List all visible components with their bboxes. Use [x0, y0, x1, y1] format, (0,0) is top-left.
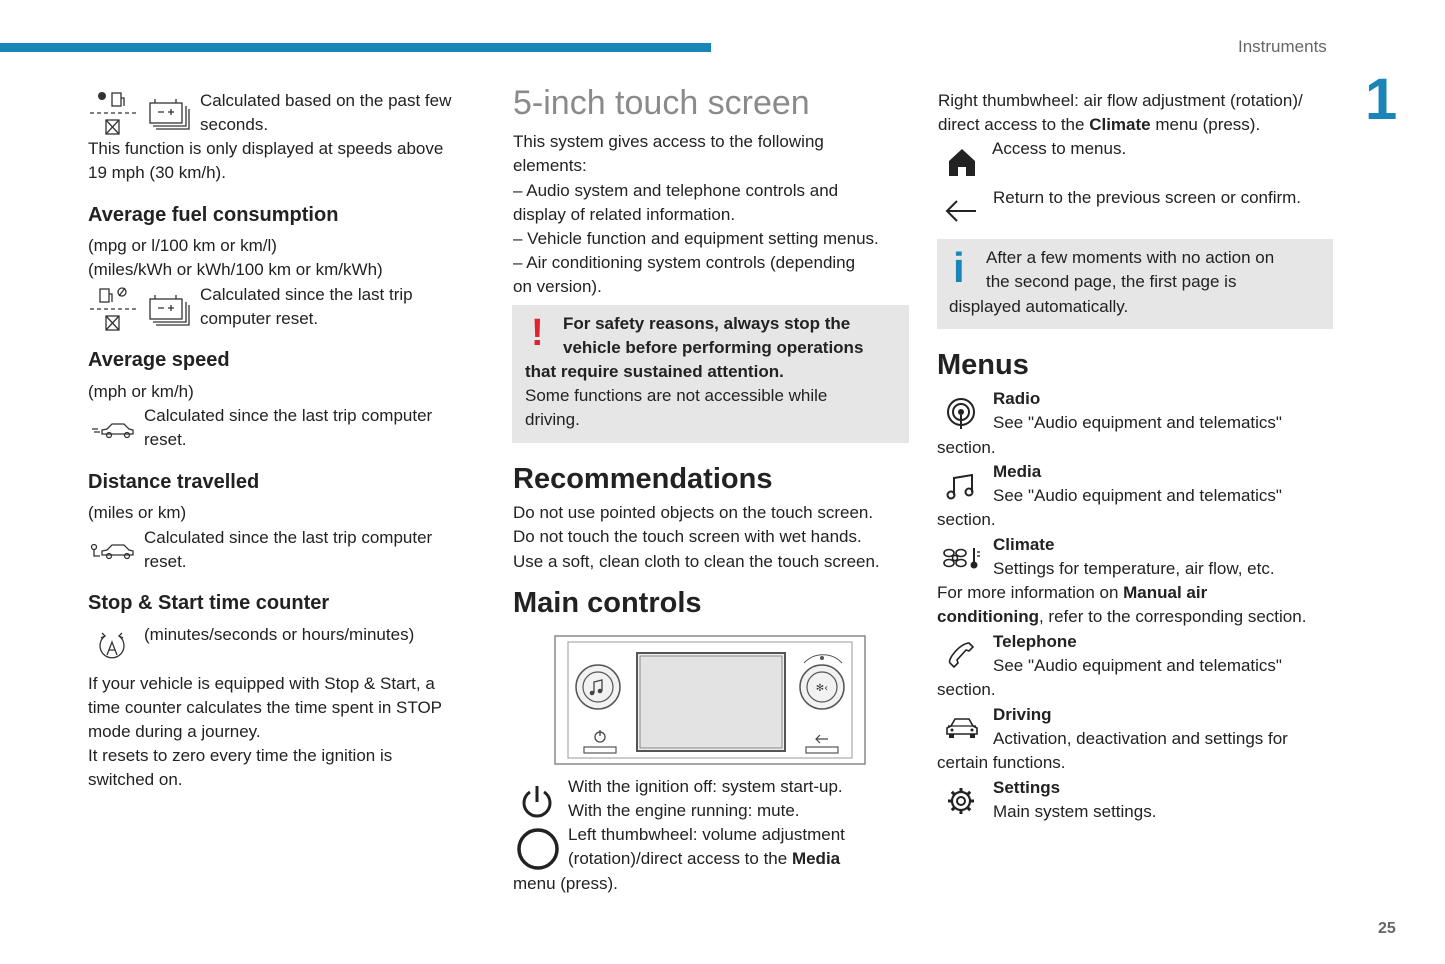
text-span: menu (press). [1150, 115, 1261, 134]
heading-average-speed: Average speed [88, 349, 230, 371]
text-line: (miles or km) [88, 503, 187, 522]
chapter-number: 1 [1365, 67, 1398, 132]
text-line: It resets to zero every time the ignition is [88, 746, 393, 765]
text-line: display of related information. [513, 205, 736, 224]
text-line: See "Audio equipment and telematics" [993, 656, 1282, 675]
warning-text: that require sustained attention. [525, 362, 784, 381]
menu-title-climate: Climate [993, 535, 1055, 554]
home-icon [947, 147, 977, 177]
info-icon: i [953, 244, 965, 291]
text-line: See "Audio equipment and telematics" [993, 486, 1282, 505]
music-note-icon [946, 473, 976, 501]
header-accent-bar [0, 43, 711, 52]
radio-icon [945, 396, 977, 430]
back-arrow-icon [944, 198, 978, 224]
list-item: – Audio system and telephone controls and [513, 181, 839, 200]
text-line: (minutes/seconds or hours/minutes) [144, 625, 415, 644]
warning-text: vehicle before performing operations [563, 338, 864, 357]
text-span: For more information on [937, 583, 1124, 602]
menu-title-media: Media [993, 462, 1042, 481]
text-line: section. [937, 438, 996, 457]
text-line: reset. [144, 430, 187, 449]
menu-title-radio: Radio [993, 389, 1041, 408]
page-number: 25 [1378, 920, 1396, 937]
text-line: Calculated since the last trip computer [144, 406, 433, 425]
menu-title-settings: Settings [993, 778, 1061, 797]
text-span-bold: Media [791, 849, 841, 868]
text-line: section. [937, 510, 996, 529]
touch-screen-unit-illustration [554, 635, 866, 765]
warning-text: driving. [525, 410, 580, 429]
fuel-pump-battery-icon [88, 90, 192, 138]
text-line: Calculated since the last trip [200, 285, 413, 304]
text-line: (mph or km/h) [88, 382, 194, 401]
text-line: computer reset. [200, 309, 319, 328]
text-line: Do not use pointed objects on the touch screen. [513, 503, 874, 522]
info-text: the second page, the first page is [986, 272, 1237, 291]
text-line [937, 605, 1306, 629]
text-line: switched on. [88, 770, 183, 789]
section-title: Instruments [1238, 37, 1327, 56]
text-line: Calculated since the last trip computer [144, 528, 433, 547]
text-line: Access to menus. [992, 139, 1127, 158]
info-text: After a few moments with no action on [986, 248, 1275, 267]
text-line: Do not touch the touch screen with wet hands. [513, 527, 862, 546]
telephone-icon [947, 640, 975, 670]
text-line: Settings for temperature, air flow, etc. [993, 559, 1275, 578]
heading-menus: Menus [937, 349, 1029, 381]
car-speed-icon [92, 420, 136, 440]
text-line: With the engine running: mute. [568, 801, 800, 820]
text-line: With the ignition off: system start-up. [568, 777, 843, 796]
text-span-bold: Climate [1089, 115, 1151, 134]
text-line: Calculated based on the past few [200, 91, 452, 110]
text-line: menu (press). [513, 874, 618, 893]
heading-stop-start: Stop & Start time counter [88, 592, 330, 614]
text-line: seconds. [200, 115, 269, 134]
text-line: Left thumbwheel: volume adjustment [568, 825, 845, 844]
text-line: mode during a journey. [88, 722, 261, 741]
text-line: Main system settings. [993, 802, 1157, 821]
text-line [937, 581, 1207, 605]
text-line: section. [937, 680, 996, 699]
warning-text: Some functions are not accessible while [525, 386, 828, 405]
warning-icon: ! [531, 312, 544, 354]
climate-fan-icon [943, 545, 983, 571]
warning-text: For safety reasons, always stop the [563, 314, 851, 333]
text-span: direct access to the [938, 115, 1090, 134]
page-title: 5-inch touch screen [513, 84, 810, 122]
driving-car-icon [944, 716, 980, 740]
heading-recommendations: Recommendations [513, 463, 773, 495]
menu-title-driving: Driving [993, 705, 1052, 724]
list-item: – Air conditioning system controls (depending [513, 253, 856, 272]
heading-distance: Distance travelled [88, 471, 260, 493]
text-line: (miles/kWh or kWh/100 km or km/kWh) [88, 260, 383, 279]
text-line: Activation, deactivation and settings for [993, 729, 1288, 748]
menu-title-telephone: Telephone [993, 632, 1077, 651]
text-span-bold: conditioning [937, 607, 1039, 626]
text-line [568, 847, 840, 871]
text-line: See "Audio equipment and telematics" [993, 413, 1282, 432]
text-line: reset. [144, 552, 187, 571]
text-line: If your vehicle is equipped with Stop & Start, a [88, 674, 435, 693]
text-line: on version). [513, 277, 602, 296]
fuel-pump-battery-icon [88, 286, 192, 334]
text-span: , refer to the corresponding section. [1038, 607, 1307, 626]
heading-average-fuel: Average fuel consumption [88, 204, 339, 226]
text-line: certain functions. [937, 753, 1066, 772]
svg-text:✻‹: ✻‹ [815, 683, 829, 694]
text-span-bold: Manual air [1123, 583, 1208, 602]
text-line: 19 mph (30 km/h). [88, 163, 226, 182]
list-item: – Vehicle function and equipment setting menus. [513, 229, 879, 248]
text-line: Return to the previous screen or confirm. [993, 188, 1302, 207]
text-line: (mpg or l/100 km or km/l) [88, 236, 277, 255]
power-button-icon [520, 783, 554, 819]
text-line [938, 113, 1260, 137]
stop-start-icon [97, 631, 127, 665]
text-line: time counter calculates the time spent in STOP [88, 698, 443, 717]
thumbwheel-icon [516, 827, 560, 871]
text-line: This system gives access to the following [513, 132, 824, 151]
info-text: displayed automatically. [949, 297, 1129, 316]
text-line: Right thumbwheel: air flow adjustment (rotation)/ [938, 91, 1303, 110]
car-distance-icon [90, 541, 136, 561]
settings-gear-icon [946, 786, 976, 816]
text-line: This function is only displayed at speeds above [88, 139, 444, 158]
text-line: Use a soft, clean cloth to clean the touch screen. [513, 552, 880, 571]
heading-main-controls: Main controls [513, 587, 702, 619]
text-line: elements: [513, 156, 587, 175]
text-span: (rotation)/direct access to the [568, 849, 792, 868]
